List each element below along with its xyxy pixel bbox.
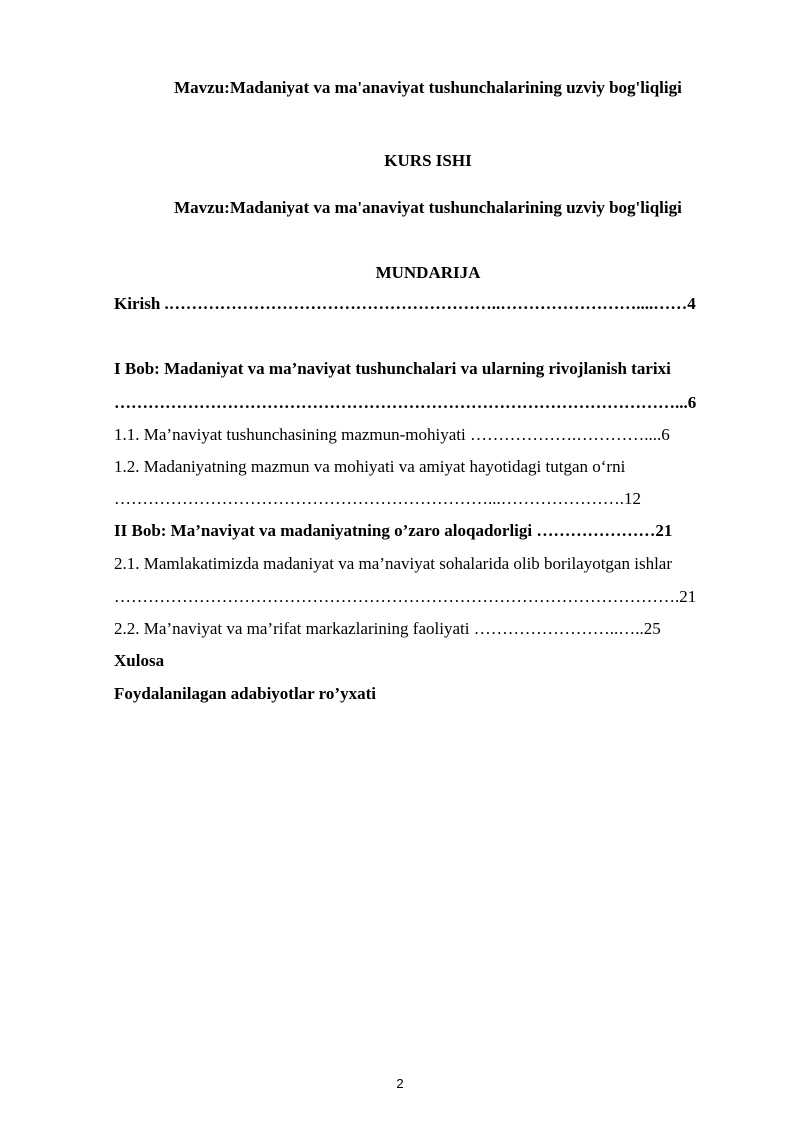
toc-entry-intro: Kirish .…………………………………………………..……………………....……4	[114, 294, 696, 313]
toc-entry-section-1-2-leader: …………………………………………………………...………………….12	[114, 489, 641, 508]
toc-entry-conclusion: Xulosa	[114, 651, 165, 670]
contents-heading: MUNDARIJA	[375, 263, 481, 282]
toc-entry-section-2-1-title: 2.1. Mamlakatimizda madaniyat va ma’naviyat sohalarida olib borilayotgan ishlar	[114, 554, 672, 573]
topic-heading-repeat: Mavzu:Madaniyat va ma'anaviyat tushunchalarining uzviy bog'liqligi	[174, 198, 682, 217]
toc-entry-section-2-1-leader: ……………………………………………………………………………………….21	[114, 587, 697, 606]
toc-entry-section-2-2: 2.2. Ma’naviyat va ma’rifat markazlarining faoliyati ……………………..…..25	[114, 619, 661, 638]
topic-heading: Mavzu:Madaniyat va ma'anaviyat tushunchalarining uzviy bog'liqligi	[174, 78, 682, 97]
toc-entry-chapter2: II Bob: Ma’naviyat va madaniyatning o’zaro aloqadorligi …………………21	[114, 521, 673, 540]
toc-entry-section-1-1: 1.1. Ma’naviyat tushunchasining mazmun-mohiyati ……………….…………....6	[114, 425, 670, 444]
toc-entry-section-1-2-title: 1.2. Madaniyatning mazmun va mohiyati va amiyat hayotidagi tutgan o‘rni	[114, 457, 626, 476]
toc-entry-chapter1-title: I Bob: Madaniyat va ma’naviyat tushunchalari va ularning rivojlanish tarixi	[114, 359, 671, 378]
page-number: 2	[396, 1076, 404, 1091]
toc-entry-chapter1-leader: ………………………………………………………………………………………...6	[114, 393, 697, 412]
course-label: KURS ISHI	[384, 151, 472, 170]
toc-entry-references: Foydalanilagan adabiyotlar ro’yxati	[114, 684, 376, 703]
